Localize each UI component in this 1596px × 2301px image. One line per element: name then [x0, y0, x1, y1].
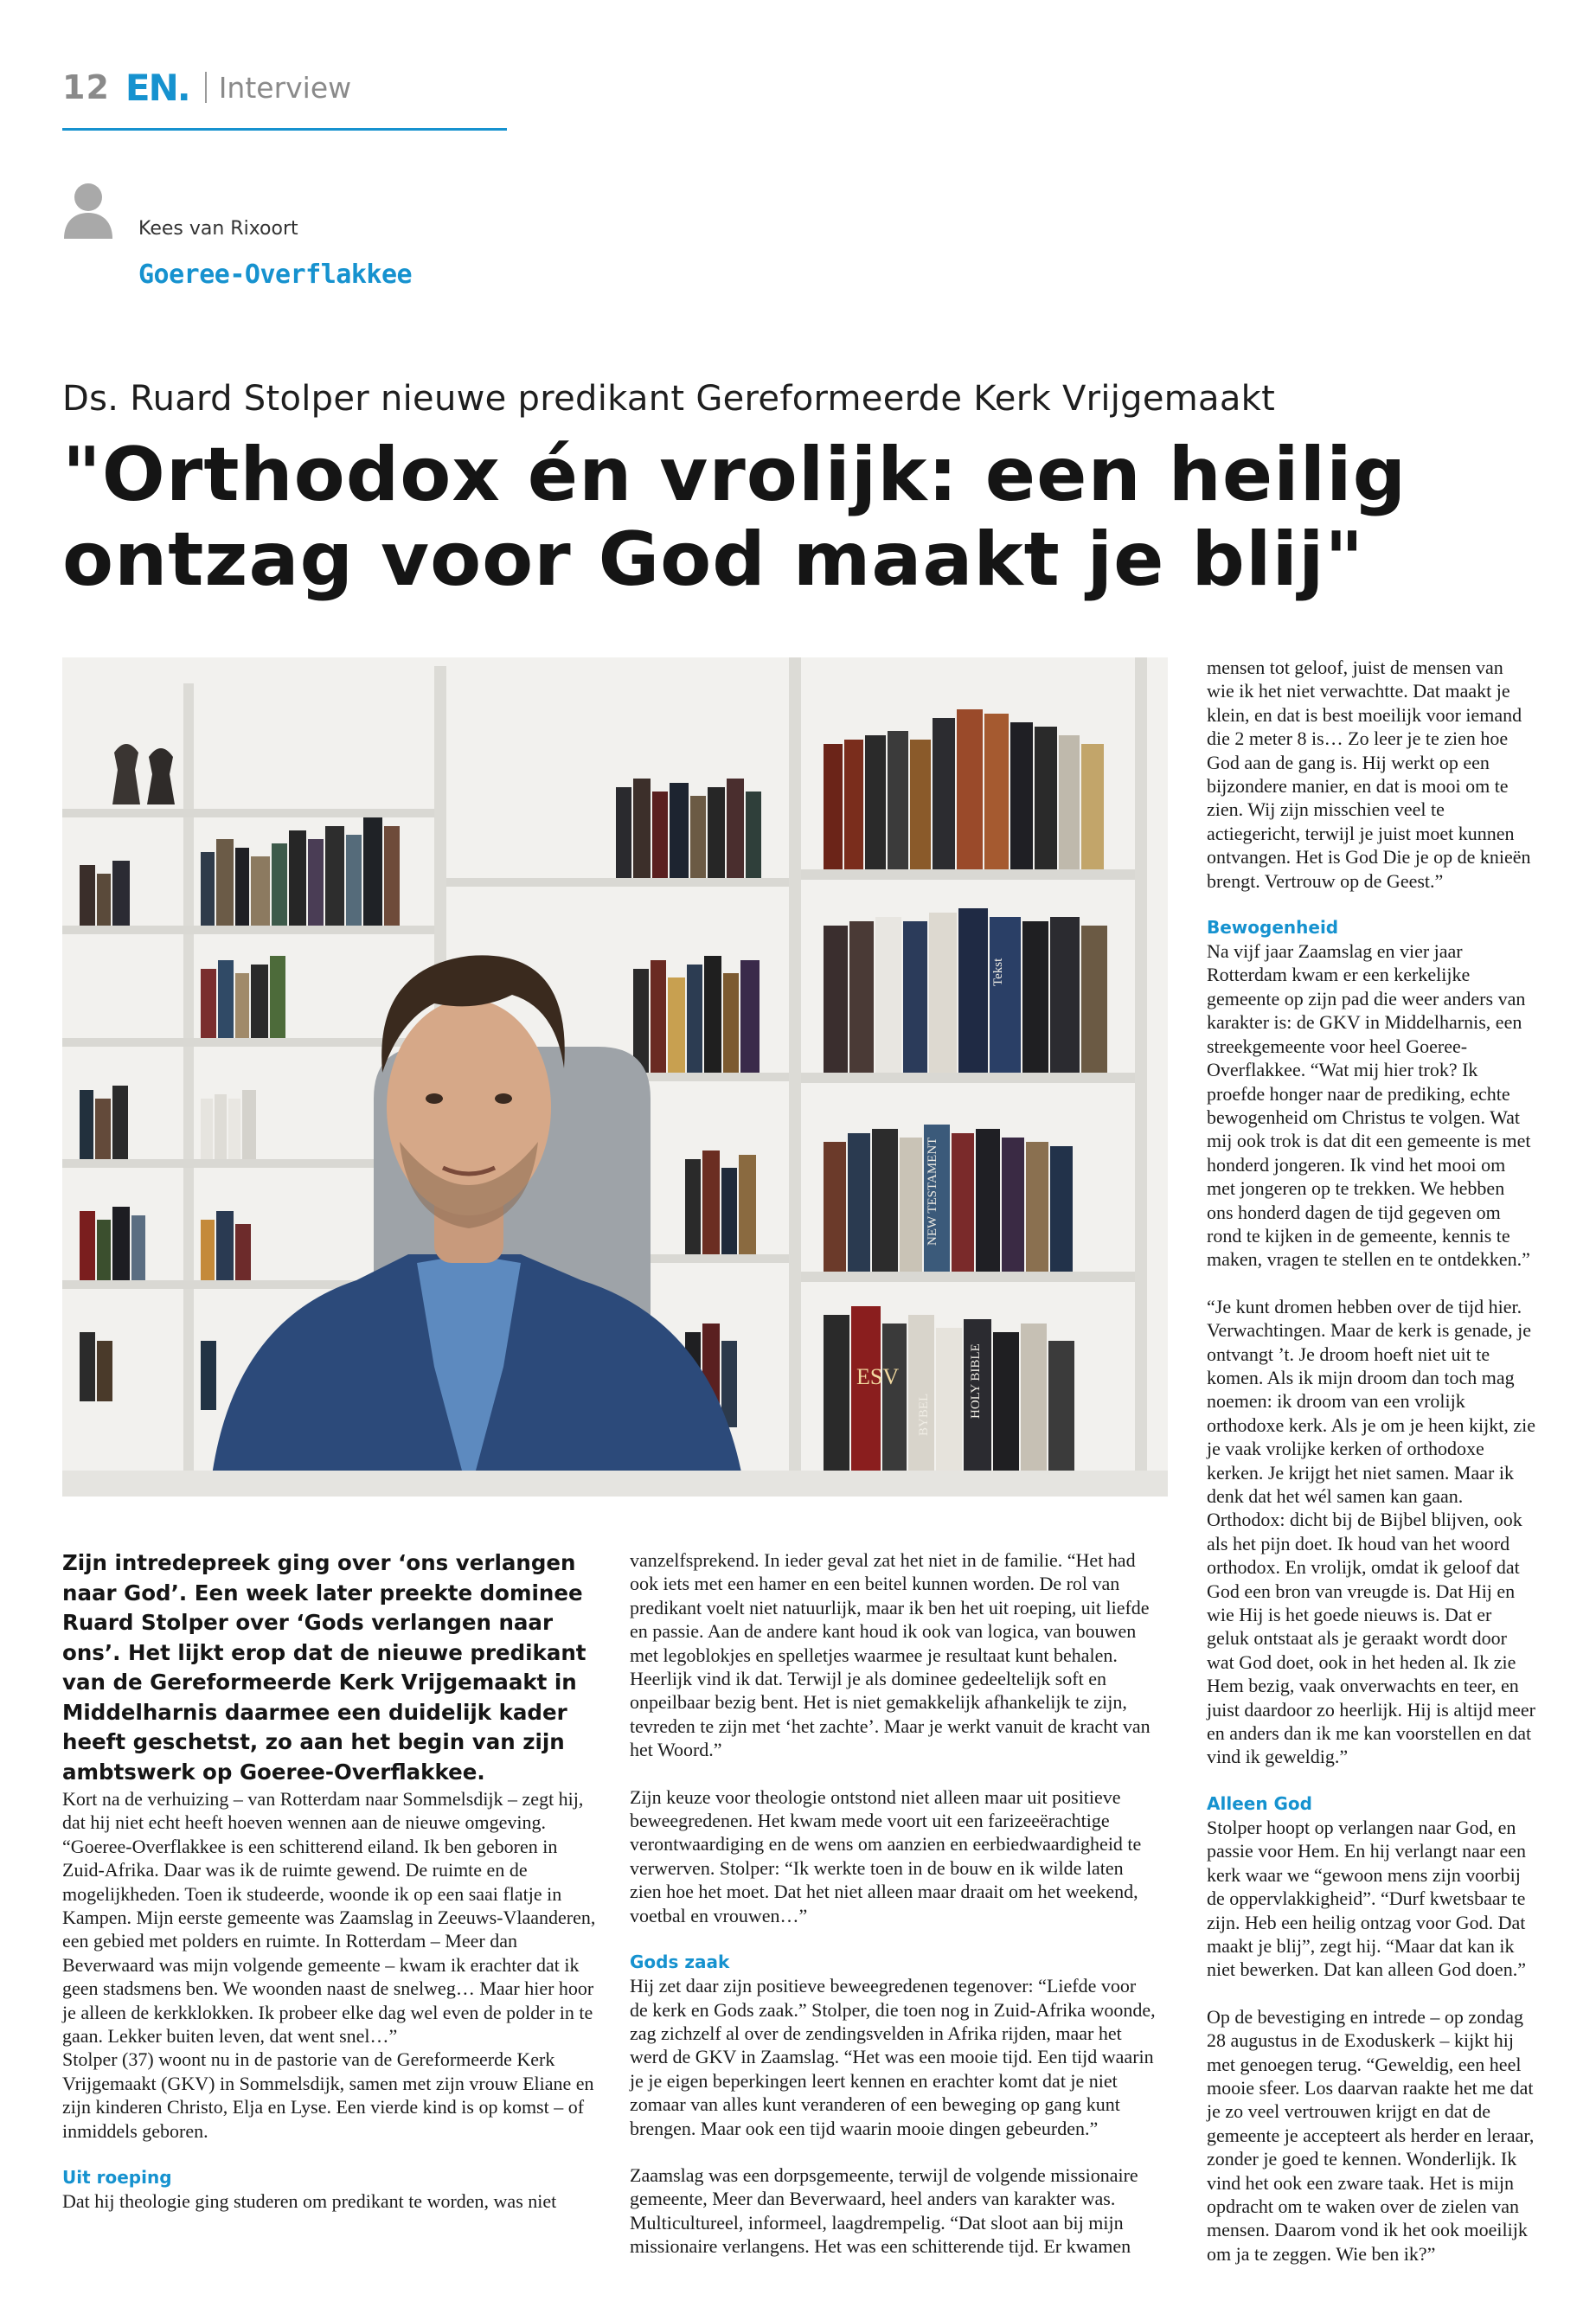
body-paragraph: mensen tot geloof, juist de mensen van wie ik het niet verwachtte. Dat maakt je klein, en dat is best moeilijk voor iemand die 2 meter 8 is… Zo leer je te zien hoe God aan de gang is. Hij werkt op een bijzondere manier, en dat is mooi om te zien. Wij zijn misschien veel te actiegericht, terwijl je juist moet kunnen ontvangen. Het is God Die je op de knieën brengt. Vertrouw op de Geest.”	[1207, 657, 1531, 892]
subheading-uit-roeping: Uit roeping	[62, 2167, 172, 2189]
body-paragraph: Zaamslag was een dorpsgemeente, terwijl de volgende missionaire gemeente, Meer dan Beverwaard, heel anders van karakter was. Multicultureel, informeel, laagdrempelig. “Dat sloot aan bij mijn missionaire verlangens. Het was een schitterende tijd. Er kwamen	[630, 2163, 1138, 2258]
article-column-1	[62, 1548, 599, 2214]
page-header	[62, 66, 351, 109]
author-name: Kees van Rixoort	[138, 218, 298, 240]
body-paragraph: Na vijf jaar Zaamslag en vier jaar Rotterdam kwam er een kerkelijke gemeente op zijn pad die weer anders van karakter is: de GKV in Middelharnis, een streekgemeente voor heel Goeree-Overflakkee. “Wat mij hier trok? Ik proefde honger naar de prediking, echte bewogenheid om Christus te volgen. Wat mij ook trok is dat dit een gemeente is met honderd jongeren. Ik vind het mooi om met jongeren op te trekken. We hebben ons honderd dagen de tijd gegeven om rond te kijken in de gemeente, kennis te maken, vragen te stellen en te ontdekken.”	[1207, 940, 1531, 1271]
publication-logo: EN.	[125, 66, 189, 109]
body-paragraph: “Je kunt dromen hebben over de tijd hier. Verwachtingen. Maar de kerk is genade, je ontvangt ’t. Je droom hoeft niet uit te komen. Als ik mijn droom dan toch mag noemen: ik droom van een vrolijk orthodoxe kerk. Als je om je heen kijkt, zie je vaak vrolijke kerken of orthodoxe kerken. Je krijgt het niet samen. Maar ik denk dat het wél samen kan gaan. Orthodox: dicht bij de Bijbel blijven, ook als het pijn doet. Ik houd van het woord orthodox. En vrolijk, omdat ik geloof dat God een bron van vreugde is. Dat Hij en wie Hij is het goede nieuws is. Dat er geluk ontstaat als je geraakt wordt door wat God doet, ook in het heden al. Ik zie Hem bezig, vaak onverwachts en teer, en juist daardoor zo heerlijk. Hij is altijd meer en anders dan ik me kan voorstellen en dat vind ik geweldig.”	[1207, 1295, 1536, 1768]
section-label: Interview	[218, 70, 352, 105]
subheading-gods-zaak: Gods zaak	[630, 1952, 730, 1973]
region-label: Goeree-Overflakkee	[138, 260, 413, 290]
person-silhouette-icon	[62, 182, 114, 239]
article-kicker: Ds. Ruard Stolper nieuwe predikant Gereformeerde Kerk Vrijgemaakt	[62, 379, 1276, 419]
subheading-bewogenheid: Bewogenheid	[1207, 917, 1339, 939]
page-number: 12	[62, 68, 110, 106]
body-paragraph: Hij zet daar zijn positieve beweegredenen tegenover: “Liefde voor de kerk en Gods zaak.” Stolper, die toen nog in Zuid-Afrika woonde, zag zichzelf al over de zendingsvelden in Afrika rijden, maar het werd de GKV in Zaamslag. “Het was een mooie tijd. Een tijd waarin je je eigen beperkingen leert kennen en erachter komt dat je niet zomaar van alles kunt veranderen of een beweging op gang kunt brengen. Maar ook een tijd waarin mooie dingen gebeurden.”	[630, 1975, 1156, 2139]
book-spine-text: BYBEL	[917, 1393, 931, 1436]
header-divider	[205, 72, 207, 103]
book-spine-text: HOLY BIBLE	[969, 1343, 983, 1419]
body-paragraph: vanzelfsprekend. In ieder geval zat het niet in de familie. “Het had ook iets met een hamer en een beitel kunnen worden. De rol van predikant voelt niet natuurlijk, maar ik ben het uit roeping, uit liefde en passie. Aan de andere kant houd ik ook van logica, van bouwen met legoblokjes en spelletjes waarmee je resultaat kunt behalen. Heerlijk vind ik dat. Terwijl je als dominee gedeeltelijk soft en onpeilbaar bezig bent. Het is niet gemakkelijk afhankelijk te zijn, tevreden te zijn met ‘het zachte’. Maar je werkt vanuit de kracht van het Woord.”	[630, 1549, 1151, 1761]
header-rule	[62, 128, 507, 131]
article-lead: Zijn intredepreek ging over ‘ons verlangen naar God’. Een week later preekte dominee Ruard Stolper over ‘Gods verlangen naar ons’. Het lijkt erop dat de nieuwe predikant van de Gereformeerde Kerk Vrijgemaakt in Middelharnis daarmee een duidelijk kader heeft geschetst, zo aan het begin van zijn ambtswerk op Goeree-Overflakkee.	[62, 1550, 586, 1785]
body-paragraph: Kort na de verhuizing – van Rotterdam naar Sommelsdijk – zegt hij, dat hij niet echt heeft hoeven wennen aan de nieuwe omgeving. “Goeree-Overflakkee is een schitterend eiland. Ik ben geboren in Zuid-Afrika. Daar was ik de ruimte gewend. De ruimte en de mogelijkheden. Toen ik studeerde, woonde ik op een saai flatje in Kampen. Mijn eerste gemeente was Zaamslag in Zeeuws-Vlaanderen, een gebied met polders en ruimte. In Rotterdam – Meer dan Beverwaard was mijn volgende gemeente – kwam ik erachter dat ik geen stadsmens ben. We woonden naast de snelweg… Maar hier hoor je alleen de kerkklokken. Ik probeer elke dag wel even de polder in te gaan. Lekker buiten leven, dat went snel…”	[62, 1788, 596, 2048]
book-spine-text: Tekst	[991, 958, 1005, 986]
article-column-2	[630, 1548, 1157, 2259]
article-headline	[62, 432, 1407, 603]
book-spine-text: NEW TESTAMENT	[926, 1137, 939, 1246]
headline-line-1: "Orthodox én vrolijk: een heilig	[62, 432, 1407, 518]
article-photo	[62, 657, 1168, 1497]
photo-illustration	[62, 657, 1168, 1497]
body-paragraph: Stolper hoopt op verlangen naar God, en passie voor Hem. En hij verlangt naar een kerk waar we “gewoon mens zijn voorbij de oppervlakkigheid”. “Durf kwetsbaar te zijn. Heb een heilig ontzag voor God. Dat maakt je blij”, zegt hij. “Maar dat kan ik niet bewerken. Dat kan alleen God doen.”	[1207, 1816, 1526, 1981]
headline-line-2: ontzag voor God maakt je blij"	[62, 516, 1365, 603]
book-spine-text: ESV	[856, 1364, 900, 1389]
body-paragraph: Op de bevestiging en intrede – op zondag 28 augustus in de Exoduskerk – kijkt hij met genoegen terug. “Geweldig, een heel mooie sfeer. Los daarvan raakte het me dat je zo veel vertrouwen krijgt en dat de gemeente je accepteert als herder en leraar, zonder je goed te kennen. Wonderlijk. Ik vind het ook een zware taak. Het is mijn opdracht om te waken over de zielen van mensen. Daarom vond ik het ook moeilijk om ja te zeggen. Wie ben ik?”	[1207, 2005, 1535, 2265]
body-paragraph: Dat hij theologie ging studeren om predikant te worden, was niet	[62, 2190, 557, 2213]
article-column-3	[1207, 656, 1535, 2266]
body-paragraph: Stolper (37) woont nu in de pastorie van de Gereformeerde Kerk Vrijgemaakt (GKV) in Sommelsdijk, samen met zijn vrouw Eliane en zijn kinderen Christo, Elja en Lyse. Een vierde kind is op komst – of inmiddels geboren.	[62, 2048, 594, 2142]
subheading-alleen-god: Alleen God	[1207, 1792, 1312, 1814]
body-paragraph: Zijn keuze voor theologie ontstond niet alleen maar uit positieve beweegredenen. Het kwam mede voort uit een farizeeërachtige verontwaardiging en de wens om aanzien en eerbiedwaardigheid te verwerven. Stolper: “Ik werkte toen in de bouw en ik wilde laten zien hoe het moet. Dat het niet alleen maar draait om het weekend, voetbal en vrouwen…”	[630, 1785, 1142, 1926]
